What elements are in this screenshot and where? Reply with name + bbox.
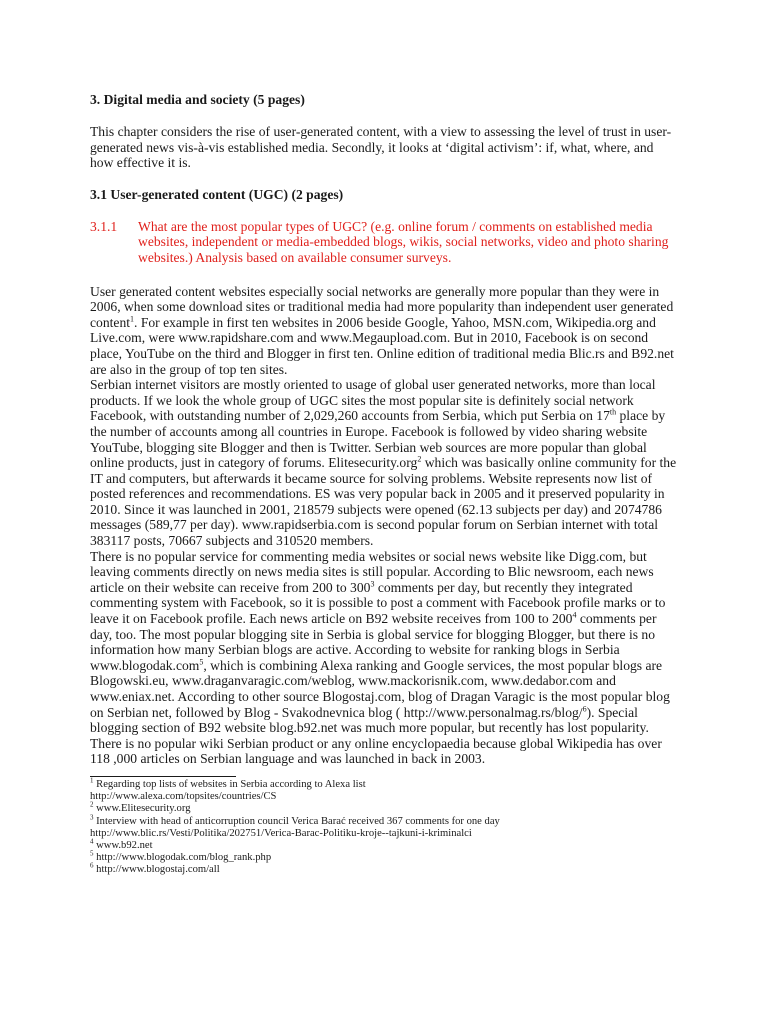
p3-text-d: , which is combining Alexa ranking and Google services, the most popular blogs are Blogowski.eu, www.draganvaragic.com/weblog, www.mackorisnik.com, www.dedabor.com and www.eniax.net. According to other source Blogostaj.com, blog of Dragan Varagic is the most popular blog on Serbian net, followed by Blog - Svakodnevnica blog ( http://www.personalmag.rs/blog/ xyxy=(90,657,670,720)
research-question xyxy=(90,219,678,266)
p3-close-paren: ) xyxy=(586,704,592,720)
footnote-ref-5: 5 xyxy=(199,657,204,667)
body-paragraph-3 xyxy=(90,549,678,767)
document-page xyxy=(90,92,678,877)
footnote-2-number: 2 xyxy=(90,800,94,809)
section-intro: This chapter considers the rise of user-generated content, with a view to assessing the level of trust in user-generated news vis-à-vis established media. Secondly, it looks at ‘digital activism’: if, what, where, and how effective it is. xyxy=(90,124,672,171)
p3-text-a: There is no popular service for commenting media websites or social news website like Digg.com, but leaving comments directly on news media sites is still popular. According to Blic newsroom, each news article on their website can receive from 200 to 300 xyxy=(90,548,654,595)
section-title: 3. Digital media and society (5 pages) xyxy=(90,92,305,107)
footnote-6-number: 6 xyxy=(90,861,94,870)
footnote-ref-3: 3 xyxy=(370,579,375,589)
footnote-2-link[interactable]: www.Elitesecurity.org xyxy=(93,803,191,815)
p2-text-a: Serbian internet visitors are mostly oriented to usage of global user generated networks, more than local products. If we look the whole group of UGC sites the most popular site is definitely social network Facebook, with outstanding number of 2,029,260 accounts from Serbia, which put Serbia on 17 xyxy=(90,377,656,424)
p3-text-e: . Special blogging section of B92 website blog.b92.net was much more popular, but recently has lost popularity. There is no popular wiki Serbian product or any online encyclopaedia because global Wikipedia has over 118 ,000 articles on Serbian language and was launched in back in 2003. xyxy=(90,704,662,767)
body-paragraph-1 xyxy=(90,284,678,378)
p2-text-c: which was basically online community for the IT and computers, but afterwards it became source for solving problems. Website represents now list of posted references and recommendations. ES was very popular back in 2005 and it preserved popularity in 2010. Since it was launched in 2001, 218579 subjects were opened (62.13 subjects per day) and 2074786 messages (589,77 per day). www.rapidserbia.com is second popular forum on Serbian internet with total 383117 posts, 70667 subjects and 310520 members. xyxy=(90,455,677,549)
footnote-1-number: 1 xyxy=(90,776,94,785)
footnote-3-number: 3 xyxy=(90,813,94,822)
footnote-6-link[interactable]: http://www.blogostaj.com/all xyxy=(93,864,220,876)
body-paragraph-2 xyxy=(90,377,678,549)
footnote-ref-6: 6 xyxy=(582,704,587,714)
footnote-5-number: 5 xyxy=(90,849,94,858)
footnote-2 xyxy=(90,800,678,815)
footnote-6 xyxy=(90,861,678,876)
question-number: 3.1.1 xyxy=(90,218,118,234)
footnote-1 xyxy=(90,776,678,803)
footnote-3-text: Interview with head of anticorruption council Verica Barać received 367 comments for one day xyxy=(93,815,500,827)
p2-text-b: place by the number of accounts among all countries in Europe. Facebook is followed by video sharing website YouTube, blogging site Blogger and then is Twitter. Serbian web sources are more popular than global online products, just in category of forums. Elitesecurity.org xyxy=(90,408,666,471)
p3-text-c: comments per day, too. The most popular blogging site in Serbia is global service for blogging Blogger, but there is no information how many Serbian blogs are active. According to website for ranking blogs in Serbia www.blogodak.com xyxy=(90,611,657,673)
footnote-3-link[interactable]: http://www.blic.rs/Vesti/Politika/202751/Verica-Barac-Politiku-kroje--tajkuni-i-kriminalci xyxy=(90,827,472,839)
footnote-1-link[interactable]: http://www.alexa.com/topsites/countries/CS xyxy=(90,791,277,803)
footnote-ref-1: 1 xyxy=(130,314,135,324)
footnote-5-link[interactable]: http://www.blogodak.com/blog_rank.php xyxy=(93,852,272,864)
footnote-separator xyxy=(90,776,236,777)
footnote-4 xyxy=(90,837,678,852)
subsection-title: 3.1 User-generated content (UGC) (2 pages) xyxy=(90,186,344,202)
footnotes xyxy=(90,776,678,877)
p1-text-b: . For example in first ten websites in 2006 beside Google, Yahoo, MSN.com, Wikipedia.org and Live.com, were www.rapidshare.com and www.Megaupload.com. But in 2010, Facebook is on second place, YouTube on the third and Blogger in first ten. Online edition of traditional media Blic.rs and B92.net are also in the group of top ten sites. xyxy=(90,314,674,377)
p3-text-b: comments per day, but recently they integrated commenting system with Facebook, so it is possible to post a comment with Facebook profile marks or to leave it on Facebook profile. Each news article on B92 website receives from 100 to 200 xyxy=(90,579,666,627)
ordinal-suffix: th xyxy=(609,407,617,417)
footnote-ref-4: 4 xyxy=(572,610,577,620)
footnote-4-number: 4 xyxy=(90,837,94,846)
footnote-5 xyxy=(90,849,678,864)
footnote-4-link[interactable]: www.b92.net xyxy=(93,839,153,851)
footnote-ref-2: 2 xyxy=(417,454,422,464)
footnote-3 xyxy=(90,813,678,840)
footnote-1-text: Regarding top lists of websites in Serbia according to Alexa list xyxy=(93,778,366,790)
question-text: What are the most popular types of UGC? (e.g. online forum / comments on established media websites, independent or media-embedded blogs, wikis, social networks, video and photo sharing websites.) Analysis based on available consumer surveys. xyxy=(138,218,669,265)
p1-text-a: User generated content websites especially social networks are generally more popular than they were in 2006, when some download sites or traditional media had more popularity than independent user generated content xyxy=(90,283,674,330)
